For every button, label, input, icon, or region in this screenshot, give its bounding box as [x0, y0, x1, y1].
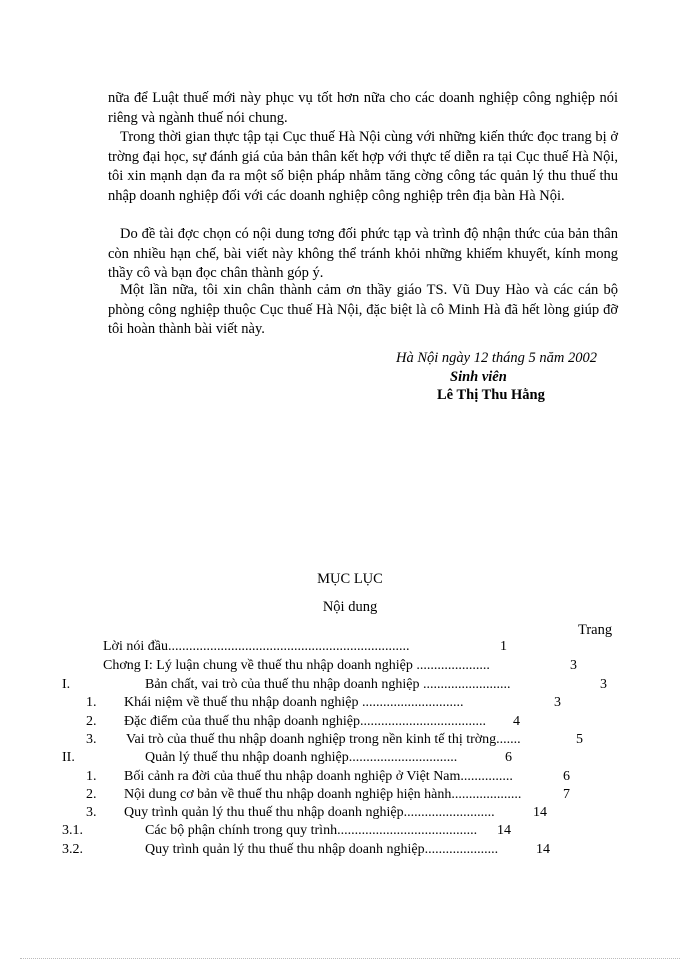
- paragraph-intro-end: nữa để Luật thuế mới này phục vụ tốt hơn nữa cho các doanh nghiệp công nghiệp nói riêng và ngành thuế nói chung.: [108, 90, 618, 126]
- signature-date: Hà Nội ngày 12 tháng 5 năm 2002: [396, 350, 597, 366]
- toc-entry-text: Quy trình quản lý thu thuế thu nhập doanh nghiệp.....................: [145, 842, 499, 857]
- toc-entry-text: Chơng I: Lý luận chung về thuế thu nhập doanh nghiệp .....................: [103, 658, 490, 673]
- toc-entry-page: 3: [600, 677, 607, 692]
- toc-entry-page: 6: [505, 750, 512, 765]
- toc-entry-page: 6: [563, 769, 570, 784]
- toc-title: MỤC LỤC: [317, 571, 383, 587]
- toc-entry-page: 3: [554, 695, 561, 710]
- toc-entry-number: 2.: [86, 787, 97, 802]
- toc-entry-number: I.: [62, 677, 71, 692]
- toc-entry-page: 4: [513, 714, 520, 729]
- toc-entry-text: Vai trò của thuế thu nhập doanh nghiệp trong nền kinh tế thị trờng.......: [126, 732, 521, 747]
- toc-entry-text: Bối cảnh ra đời của thuế thu nhập doanh nghiệp ở Việt Nam...............: [124, 769, 513, 784]
- toc-entry-page: 7: [563, 787, 570, 802]
- toc-entry-number: II.: [62, 750, 75, 765]
- toc-entry-text: Bản chất, vai trò của thuế thu nhập doanh nghiệp .........................: [145, 677, 511, 692]
- toc-entry-number: 3.: [86, 732, 97, 747]
- toc-entry-number: 1.: [86, 695, 97, 710]
- paragraph-limitations: Do đề tài đợc chọn có nội dung tơng đối phức tạp và trình độ nhận thức của bản thân còn nhiều hạn chế, bài viết này không thể tránh khỏi những khiếm khuyết, kính mong thầy cô và bạn đọc chân thành góp ý.: [108, 226, 618, 281]
- toc-entry-text: Quản lý thuế thu nhập doanh nghiệp...............................: [145, 750, 458, 765]
- paragraph-thanks: Một lần nữa, tôi xin chân thành cảm ơn thầy giáo TS. Vũ Duy Hào và các cán bộ phòng công nghiệp thuộc Cục thuế Hà Nội, đặc biệt là cô Minh Hà đã hết lòng giúp đỡ tôi hoàn thành bài viết này.: [108, 282, 618, 337]
- toc-entry-number: 2.: [86, 714, 97, 729]
- signature-role: Sinh viên: [450, 369, 507, 385]
- toc-entry-number: 3.: [86, 805, 97, 820]
- toc-page-header: Trang: [578, 622, 613, 638]
- toc-entry-page: 1: [500, 639, 507, 654]
- toc-entry-text: Lời nói đầu.....................................................................: [103, 639, 410, 654]
- toc-entry-page: 14: [536, 842, 550, 857]
- toc-entry-number: 1.: [86, 769, 97, 784]
- toc-entry-page: 14: [533, 805, 547, 820]
- paragraph-internship: Trong thời gian thực tập tại Cục thuế Hà Nội cùng với những kiến thức đọc trang bị ở trờng đại học, sự đánh giá của bản thân kết hợp với thực tế diễn ra tại Cục thuế Hà Nội, tôi xin mạnh dạn đa ra một số biện pháp nhằm tăng cờng công tác quản lý thu thuế thu nhập doanh nghiệp đối với các doanh nghiệp công nghiệp trên địa bàn Hà Nội.: [108, 129, 618, 204]
- toc-subtitle: Nội dung: [322, 599, 378, 615]
- toc-entry-page: 3: [570, 658, 577, 673]
- toc-entry-text: Đặc điểm của thuế thu nhập doanh nghiệp....................................: [124, 714, 486, 729]
- toc-entry-number: 3.2.: [62, 842, 83, 857]
- toc-entry-number: 3.1.: [62, 823, 83, 838]
- toc-entry-text: Khái niệm về thuế thu nhập doanh nghiệp .............................: [124, 695, 464, 710]
- toc-entry-text: Quy trình quản lý thu thuế thu nhập doanh nghiệp..........................: [124, 805, 495, 820]
- toc-entry-page: 5: [576, 732, 583, 747]
- toc-entry-page: 14: [497, 823, 511, 838]
- toc-entry-text: Nội dung cơ bản về thuế thu nhập doanh nghiệp hiện hành....................: [124, 787, 522, 802]
- signature-name: Lê Thị Thu Hằng: [437, 387, 545, 403]
- page-bottom-divider: [20, 958, 680, 959]
- toc-entry-text: Các bộ phận chính trong quy trình........................................: [145, 823, 478, 838]
